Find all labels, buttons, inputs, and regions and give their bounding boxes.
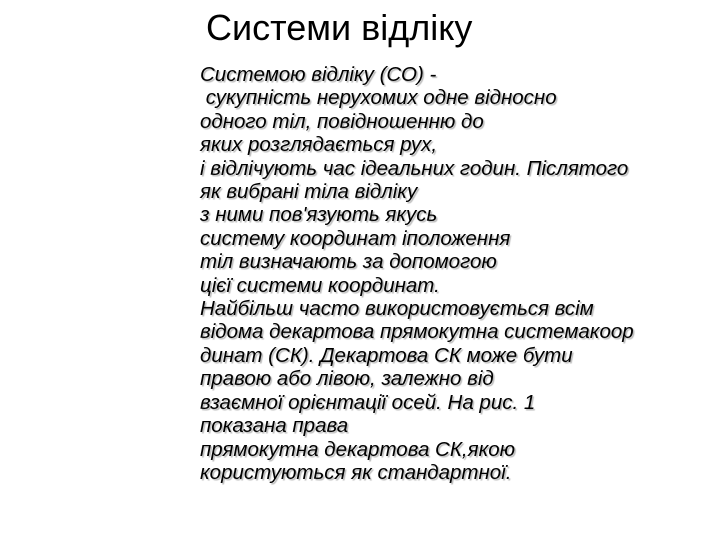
body-line: як вибрані тіла відліку bbox=[200, 180, 418, 204]
body-line: правою або лівою, залежно від bbox=[200, 367, 494, 391]
body-line: і відлічують час ідеальних годин. Післятого bbox=[200, 156, 629, 180]
body-line: користуються як стандартної. bbox=[200, 460, 512, 484]
body-line: сукупність нерухомих одне відносно bbox=[200, 86, 557, 110]
body-line: одного тіл, повідношенню до bbox=[200, 109, 484, 133]
body-line: Найбільш часто використовується всім bbox=[200, 297, 594, 321]
body-line: з ними пов'язують якусь bbox=[200, 203, 438, 227]
body-line: взаємної орієнтації осей. На рис. 1 bbox=[200, 390, 536, 414]
body-line: тіл визначають за допомогою bbox=[200, 250, 497, 274]
body-line: яких розглядається рух, bbox=[200, 133, 438, 157]
body-line: Системою відліку (СО) - bbox=[200, 63, 437, 86]
body-line: цієї системи координат. bbox=[200, 273, 440, 297]
body-line: відома декартова прямокутна системакоор bbox=[200, 320, 634, 344]
body-line: показана права bbox=[200, 414, 349, 438]
body-line: динат (СК). Декартова СК може бути bbox=[200, 343, 573, 367]
slide-title: Системи відліку bbox=[206, 7, 473, 48]
body-line: прямокутна декартова СК,якою bbox=[200, 437, 516, 461]
body-line: систему координат іположення bbox=[200, 226, 511, 250]
slide-body-text bbox=[200, 63, 715, 484]
